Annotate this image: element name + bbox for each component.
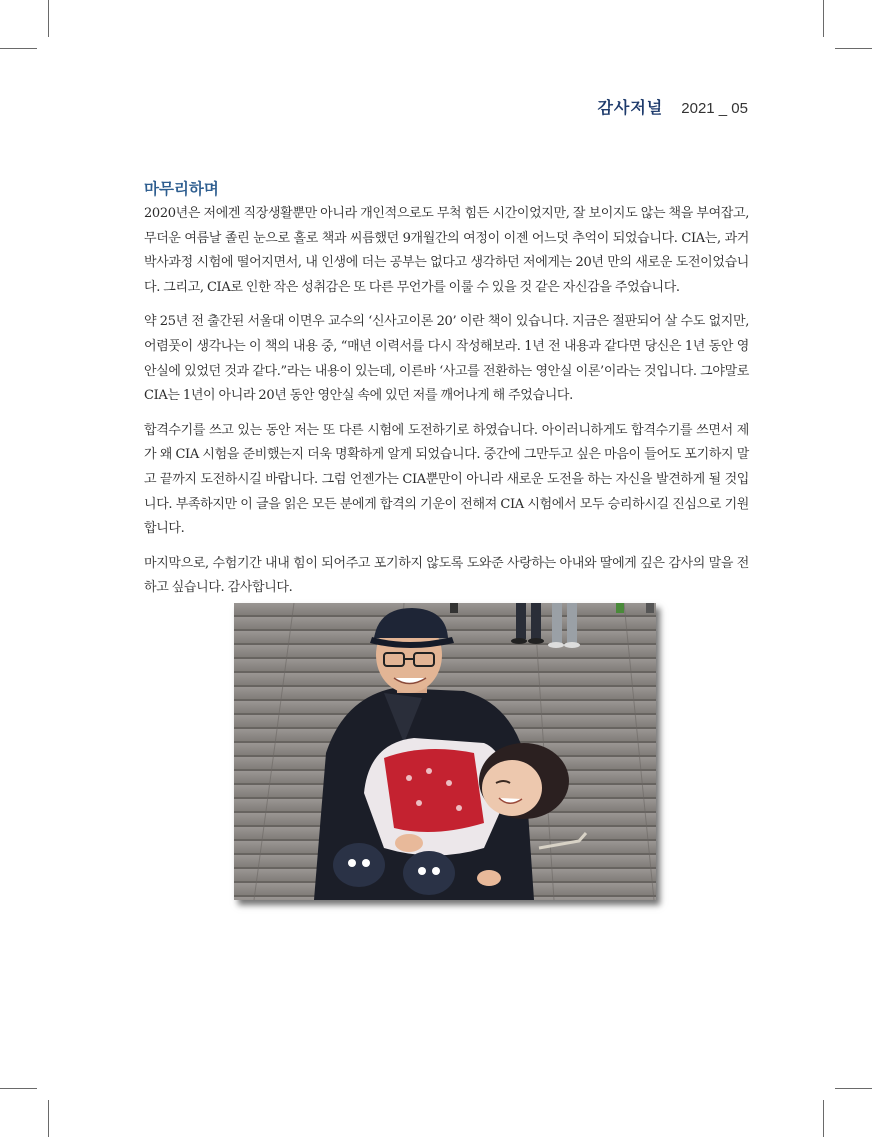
- paragraph-1: 2020년은 저에겐 직장생활뿐만 아니라 개인적으로도 무척 힘든 시간이었지만, 잘 보이지도 않는 책을 부여잡고, 무더운 여름날 졸린 눈으로 홀로 책과 씨름했던 9개월간의 여정이 이젠 어느덧 추억이 되었습니다. CIA는, 과거 박사과정 시험에 떨어지면서, 내 인생에 더는 공부는 없다고 생각하던 저에게는 20년 만의 새로운 도전이었습니다. 그리고, CIA로 인한 작은 성취감은 또 다른 무언가를 이룰 수 있을 것 같은 자신감을 주었습니다.: [144, 206, 749, 295]
- running-header: [597, 95, 748, 118]
- paragraph-2: 약 25년 전 출간된 서울대 이면우 교수의 ‘신사고이론 20’ 이란 책이 있습니다. 지금은 절판되어 살 수도 없지만, 어렴풋이 생각나는 이 책의 내용 중, “매년 이력서를 다시 작성해보라. 1년 전 내용과 같다면 당신은 1년 동안 영안실에 있었던 것과 같다.”라는 내용이 있는데, 이른바 ‘사고를 전환하는 영안실 이론’이라는 것입니다. 그야말로 CIA는 1년이 아니라 20년 동안 영안실 속에 있던 저를 깨어나게 해 주었습니다.: [144, 314, 749, 404]
- paragraph-3: 합격수기를 쓰고 있는 동안 저는 또 다른 시험에 도전하기로 하였습니다. 아이러니하게도 합격수기를 쓰면서 제가 왜 CIA 시험을 준비했는지 더욱 명확하게 알게 되었습니다. 중간에 그만두고 싶은 마음이 들어도 포기하지 말고 끝까지 도전하시길 바랍니다. 그럼 언젠가는 CIA뿐만이 아니라 새로운 도전을 하는 자신을 발견하게 될 것입니다. 부족하지만 이 글을 읽은 모든 분에게 합격의 기운이 전해져 CIA 시험에서 모두 승리하시길 진심으로 기원합니다.: [144, 422, 749, 537]
- journal-title: 감사저널: [597, 98, 664, 117]
- section-title: 마무리하며: [144, 180, 219, 198]
- crop-mark-bottom-right-h: [835, 1088, 872, 1089]
- paragraph-4: 마지막으로, 수험기간 내내 힘이 되어주고 포기하지 않도록 도와준 사랑하는 아내와 딸에게 깊은 감사의 말을 전하고 싶습니다. 감사합니다.: [144, 555, 749, 596]
- article-section: [144, 178, 749, 611]
- issue-number: 2021 _ 05: [681, 100, 748, 117]
- father-and-daughter-photo: [234, 603, 656, 900]
- crop-mark-top-right-v: [823, 0, 824, 37]
- crop-mark-top-left-v: [48, 0, 49, 37]
- crop-mark-top-left-h: [0, 48, 37, 49]
- crop-mark-bottom-left-h: [0, 1088, 37, 1089]
- crop-mark-bottom-left-v: [48, 1100, 49, 1137]
- crop-mark-bottom-right-v: [823, 1100, 824, 1137]
- crop-mark-top-right-h: [835, 48, 872, 49]
- photo-image: [234, 603, 656, 900]
